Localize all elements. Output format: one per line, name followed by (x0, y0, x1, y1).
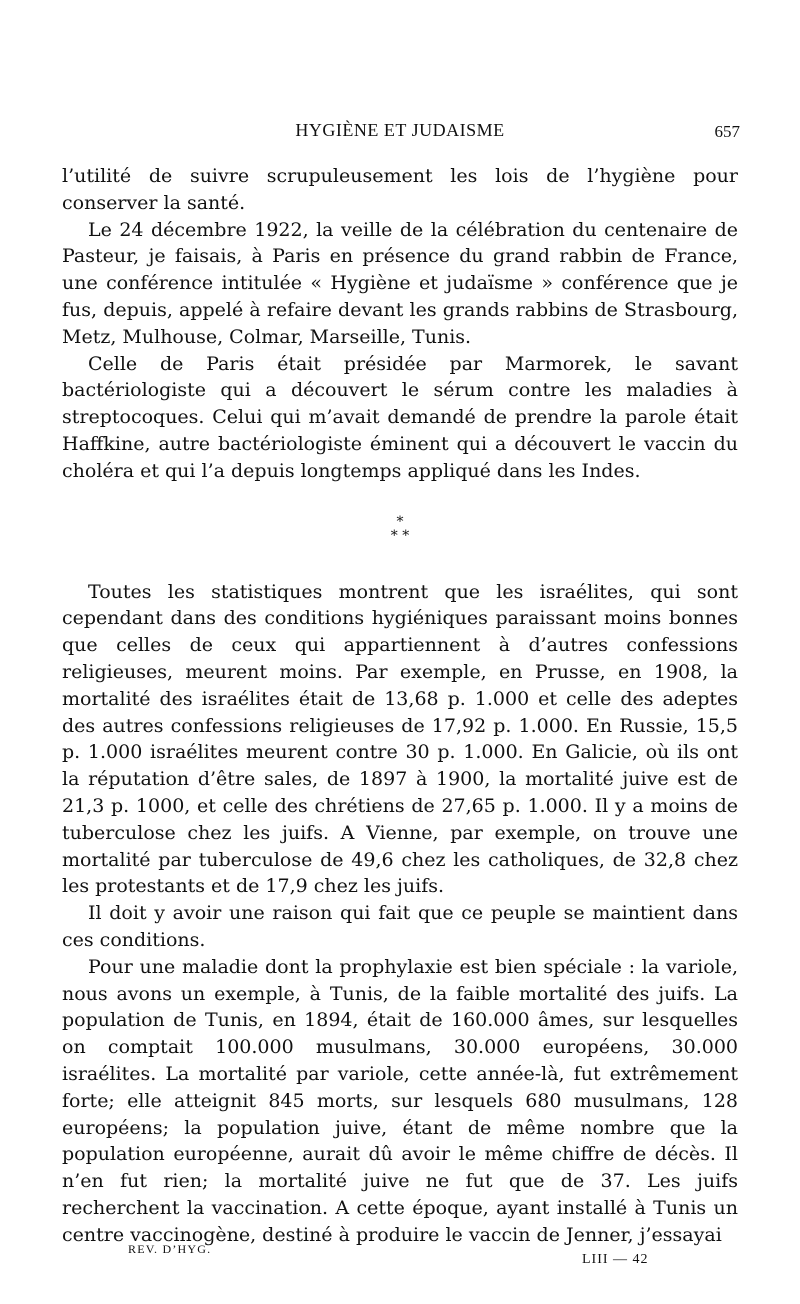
paragraph-marmorek: Celle de Paris était présidée par Marmorek, le savant bactériologiste qui a découvert le sérum contre les maladies à streptocoques. Celui qui m’avait demandé de prendre la parole était Haffkine, autre bactériologiste éminent qui a découvert le vaccin du choléra et qui l’a depuis longtemps appliqué dans les Indes. (62, 352, 738, 482)
footer-journal: REV. D’HYG. (128, 1242, 212, 1256)
page-number: 657 (714, 122, 740, 141)
paragraph-reason: Il doit y avoir une raison qui fait que ce peuple se maintient dans ces conditions. (62, 902, 738, 951)
paragraph-conference: Le 24 décembre 1922, la veille de la célébration du centenaire de Pasteur, je faisais, à Paris en présence du grand rabbin de France, une conférence intitulée « Hygiène et judaïsme » conférence que je fus, depuis, appelé à refaire devant les grands rabbins de Strasbourg, Metz, Mulhouse, Colmar, Marseille, Tunis. (62, 218, 738, 348)
running-head (62, 120, 738, 148)
running-title: HYGIÈNE ET JUDAISME (295, 120, 505, 140)
asterism-top: * (396, 513, 404, 530)
section-asterism (62, 515, 738, 543)
page-footer (62, 1242, 738, 1266)
footer-signature: LIII — 42 (582, 1252, 649, 1267)
paragraph-statistics: Toutes les statistiques montrent que les israélites, qui sont cependant dans des conditions hygiéniques paraissant moins bonnes que celles de ceux qui appartiennent à d’autres confessions religieuses, meurent moins. Par exemple, en Prusse, en 1908, la mortalité des israélites était de 13,68 p. 1.000 et celle des adeptes des autres confessions religieuses de 17,92 p. 1.000. En Russie, 15,5 p. 1.000 israélites meurent contre 30 p. 1.000. En Galicie, où ils ont la réputation d’être sales, de 1897 à 1900, la mortalité juive est de 21,3 p. 1000, et celle des chrétiens de 27,65 p. 1.000. Il y a moins de tuberculose chez les juifs. A Vienne, par exemple, on trouve une mortalité par tuberculose de 49,6 chez les catholiques, de 32,8 chez les protestants et de 17,9 chez les juifs. (62, 580, 738, 898)
paragraph-continuation: l’utilité de suivre scrupuleusement les lois de l’hygiène pour conserver la santé. (62, 165, 738, 214)
body-text (62, 163, 738, 1248)
asterism-bottom: * * (390, 527, 410, 544)
paragraph-variole: Pour une maladie dont la prophylaxie est bien spéciale : la variole, nous avons un exemple, à Tunis, de la faible mortalité des juifs. La population de Tunis, en 1894, était de 160.000 âmes, sur lesquelles on comptait 100.000 musulmans, 30.000 européens, 30.000 israélites. La mortalité par variole, cette année-là, fut extrêmement forte; elle atteignit 845 morts, sur lesquels 680 musulmans, 128 européens; la population juive, étant de même nombre que la population européenne, aurait dû avoir le même chiffre de décès. Il n’en fut rien; la mortalité juive ne fut que de 37. Les juifs recherchent la vaccination. A cette époque, ayant installé à Tunis un centre vaccinogène, destiné à produire le vaccin de Jenner, j’essayai (62, 955, 738, 1246)
